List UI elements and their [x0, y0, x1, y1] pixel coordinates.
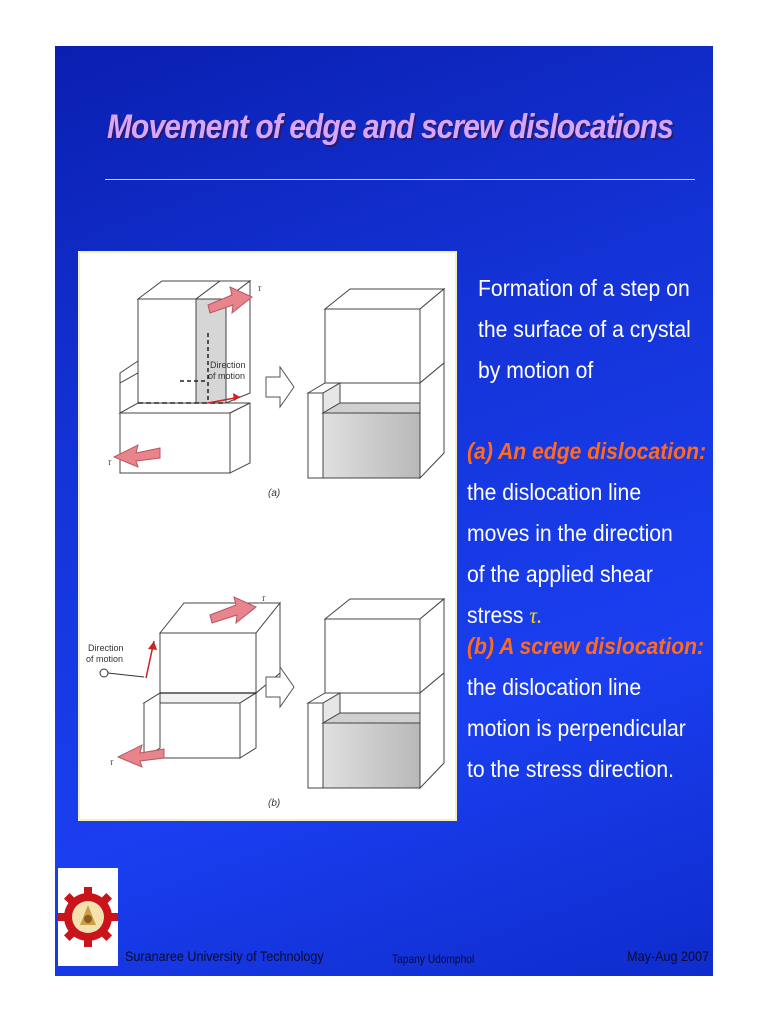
- footer-author: Tapany Udomphol: [392, 952, 475, 966]
- dislocation-figure: [78, 251, 457, 821]
- edge-dislocation-text: the dislocation line moves in the direction of the applied shear stress: [467, 479, 673, 628]
- university-logo: [58, 868, 118, 966]
- caption-b: (b): [268, 798, 281, 809]
- screw-dislocation-text: the dislocation line motion is perpendicular to the stress direction.: [467, 674, 686, 782]
- screw-dislocation-section: [467, 626, 705, 790]
- tau-label-b-bottom: τ: [110, 758, 113, 767]
- tau-label-a-top: τ: [258, 284, 261, 293]
- tau-symbol: τ: [529, 603, 537, 628]
- title-divider: [105, 179, 695, 180]
- screw-dislocation-heading: (b) A screw dislocation:: [467, 633, 705, 659]
- slide: [55, 46, 713, 976]
- tau-label-b-top: τ: [262, 594, 265, 603]
- dislocation-diagram: [80, 253, 459, 823]
- direction-label-b: Direction: [88, 643, 124, 653]
- direction-label-b-2: of motion: [86, 654, 124, 664]
- direction-label-a: Direction: [210, 360, 246, 370]
- screw-block-before: [144, 603, 280, 758]
- edge-dislocation-section: [467, 431, 707, 636]
- edge-dislocation-heading: (a) An edge dislocation:: [467, 438, 707, 464]
- edge-block-after: [308, 289, 444, 478]
- tau-period: .: [536, 603, 543, 628]
- footer-university: Suranaree University of Technology: [125, 948, 324, 964]
- screw-block-after: [308, 599, 444, 788]
- direction-label-a-2: of motion: [208, 371, 246, 381]
- footer-date: May-Aug 2007: [627, 948, 709, 964]
- intro-text: Formation of a step on the surface of a crystal by motion of: [478, 275, 691, 383]
- transition-arrow-a: [266, 367, 294, 407]
- tau-label-a-bottom: τ: [108, 458, 111, 467]
- caption-a: (a): [268, 488, 281, 499]
- slide-title: Movement of edge and screw dislocations: [107, 108, 673, 146]
